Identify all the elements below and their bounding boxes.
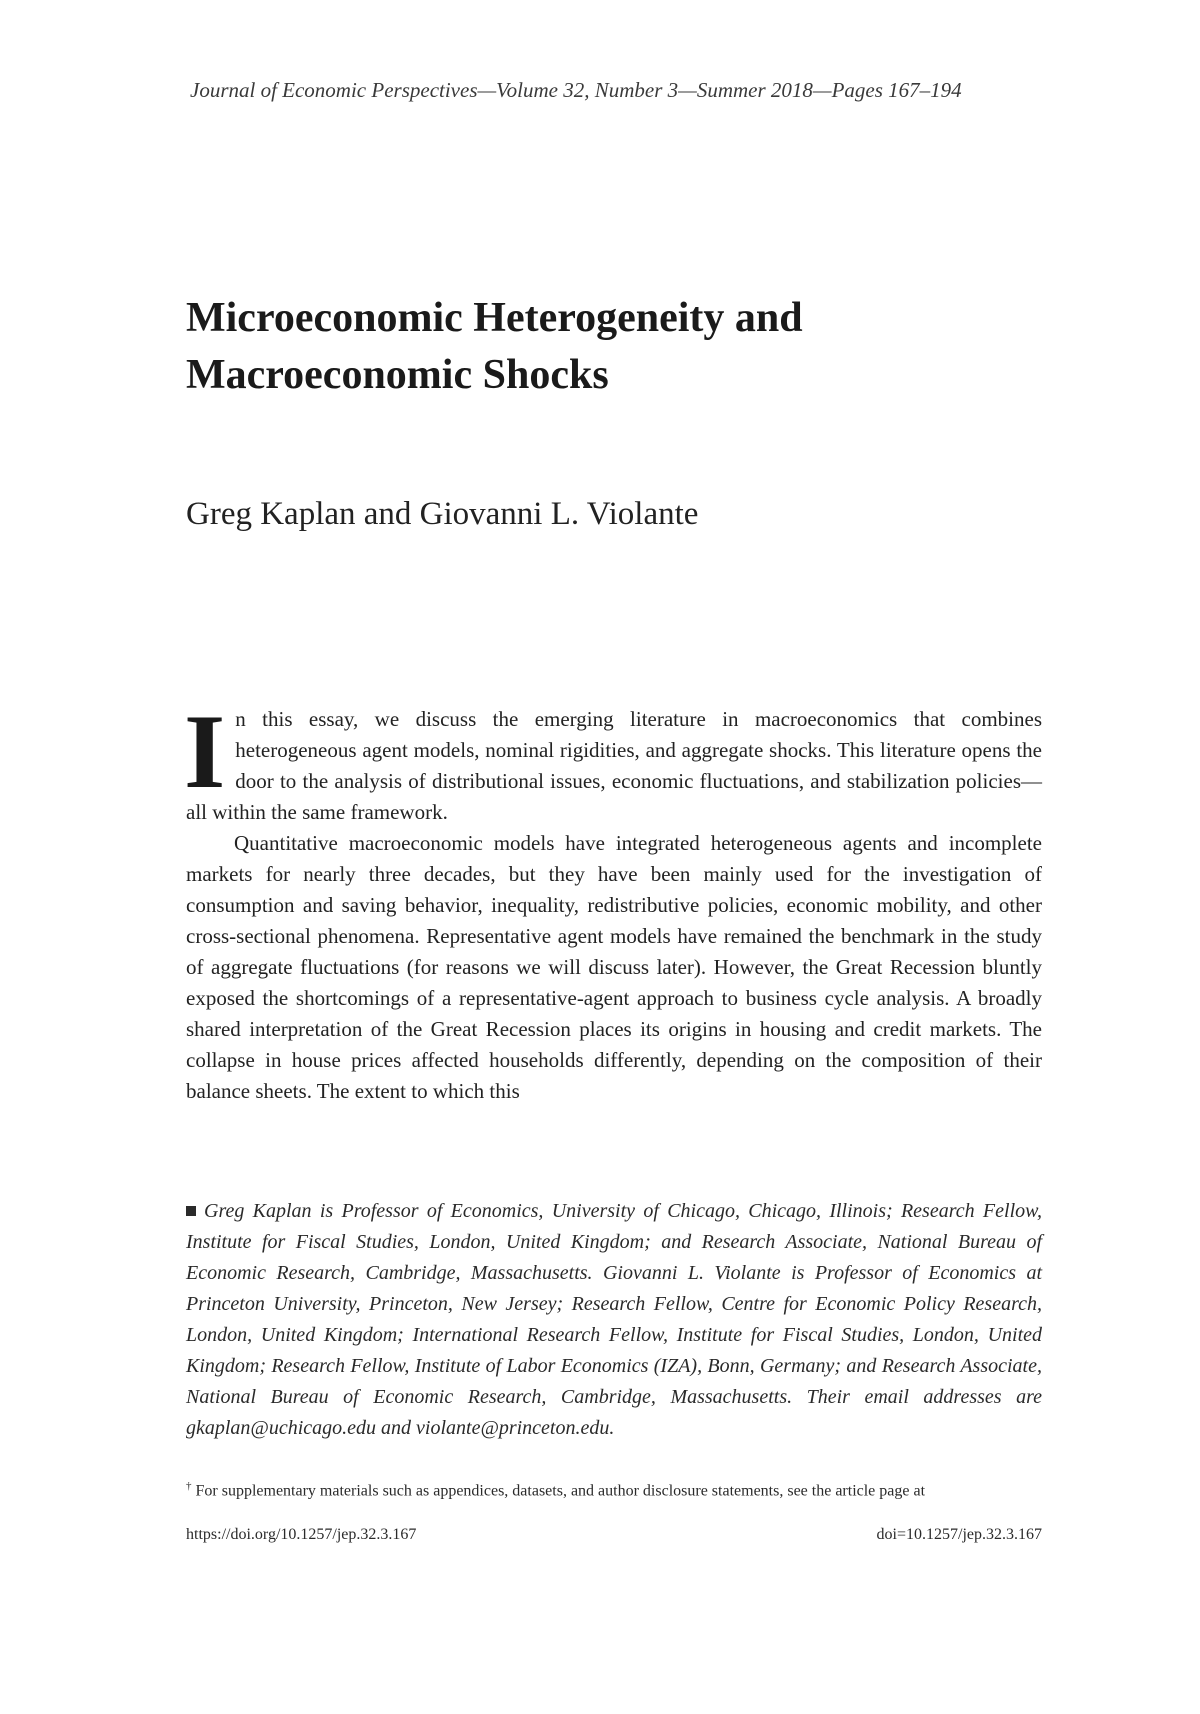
title-line-1: Microeconomic Heterogeneity and bbox=[186, 295, 803, 341]
body-paragraph-1 bbox=[184, 693, 1042, 828]
paragraph-1-text: n this essay, we discuss the emerging literature in macroeconomics that combines heterogeneous agent models, nominal rigidities, and aggregate shocks. This literature opens the door to the analysis of distributional issues, economic fluctuations, and stabilization policies—all within the same framework. bbox=[186, 707, 1042, 824]
square-bullet-icon bbox=[186, 1206, 196, 1216]
body-paragraph-2: Quantitative macroeconomic models have integrated heterogeneous agents and incomplete markets for nearly three decades, but they have been mainly used for the investigation of consumption and saving behavior, inequality, redistributive policies, economic mobility, and other cross-sectional phenomena. Representative agent models have remained the benchmark in the study of aggregate fluctuations (for reasons we will discuss later). However, the Great Recession bluntly exposed the shortcomings of a representative-agent approach to business cycle analysis. A broadly shared interpretation of the Great Recession places its origins in housing and credit markets. The collapse in house prices affected households differently, depending on the composition of their balance sheets. The extent to which this bbox=[186, 831, 1042, 1103]
title-line-2: Macroeconomic Shocks bbox=[186, 352, 609, 398]
drop-cap: I bbox=[184, 693, 226, 810]
doi-row bbox=[186, 1522, 1042, 1547]
author-note-text: Greg Kaplan is Professor of Economics, University of Chicago, Chicago, Illinois; Research Fellow, Institute for Fiscal Studies, London, United Kingdom; and Research Associate, National Bureau of Economic Research, Cambridge, Massachusetts. Giovanni L. Violante is Professor of Economics at Princeton University, Princeton, New Jersey; Research Fellow, Centre for Economic Policy Research, London, United Kingdom; International Research Fellow, Institute for Fiscal Studies, London, United Kingdom; Research Fellow, Institute of Labor Economics (IZA), Bonn, Germany; and Research Associate, National Bureau of Economic Research, Cambridge, Massachusetts. Their email addresses are gkaplan@uchicago.edu and violante@princeton.edu. bbox=[186, 1200, 1042, 1439]
doi-url-link[interactable]: https://doi.org/10.1257/jep.32.3.167 bbox=[186, 1526, 417, 1543]
author-affiliation-note bbox=[186, 1196, 1042, 1444]
article-body bbox=[184, 693, 1042, 1107]
doi-identifier: doi=10.1257/jep.32.3.167 bbox=[876, 1526, 1042, 1543]
dagger-marker: † bbox=[186, 1480, 192, 1492]
supplementary-note bbox=[186, 1474, 1042, 1503]
running-head: Journal of Economic Perspectives—Volume 32, Number 3—Summer 2018—Pages 167–194 bbox=[190, 78, 962, 102]
article-title bbox=[186, 290, 1046, 404]
supplementary-text: For supplementary materials such as appendices, datasets, and author disclosure statements, see the article page at bbox=[195, 1482, 926, 1500]
author-byline: Greg Kaplan and Giovanni L. Violante bbox=[186, 496, 699, 532]
